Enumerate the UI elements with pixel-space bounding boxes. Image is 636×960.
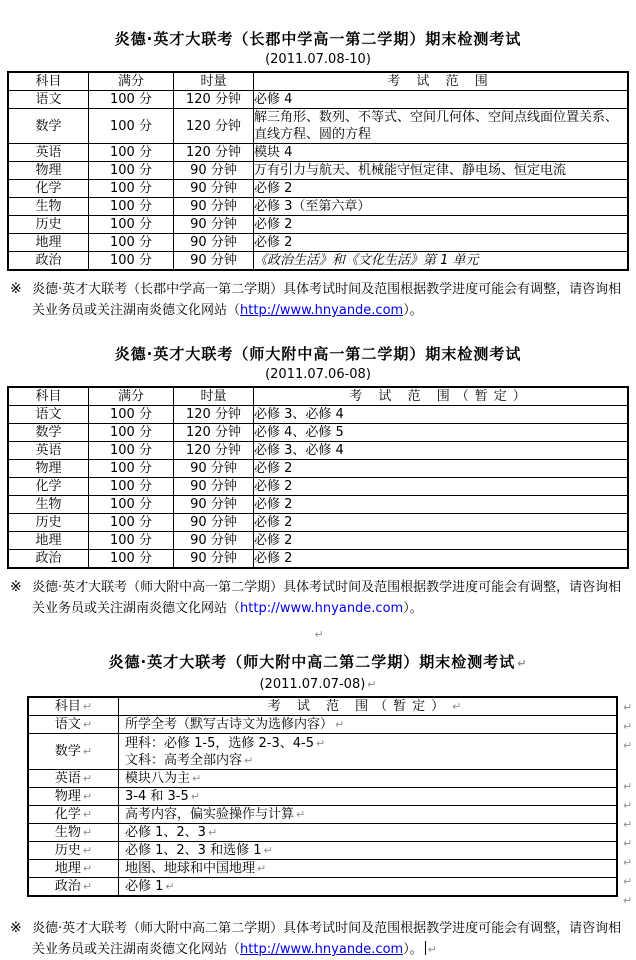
scope-text: 理科：必修 1-5，选修 2-3、4-5: [125, 735, 314, 751]
exam-table-shidafuzhong-grade2: [27, 696, 618, 897]
paragraph-mark-icon: ↵: [82, 844, 93, 857]
table-row: [28, 842, 617, 860]
subject-cell: [28, 860, 119, 878]
reference-mark-icon: ※: [10, 579, 22, 595]
footnote-text: [32, 279, 626, 321]
section3-date: [0, 677, 636, 693]
table-row: [8, 460, 628, 478]
subject-cell: 地理: [8, 234, 89, 252]
subject-text: 历史: [54, 843, 81, 858]
subject-text: 数学: [54, 744, 81, 759]
paragraph-mark-icon: ↵: [244, 753, 254, 767]
paragraph-mark-icon: ↵: [82, 826, 93, 839]
subject-cell: 数学: [8, 109, 89, 144]
subject-cell: 英语: [8, 442, 89, 460]
score-cell: 100 分: [89, 496, 174, 514]
header-subject: 科目: [8, 72, 89, 91]
duration-cell: 90 分钟: [174, 496, 254, 514]
score-cell: 100 分: [89, 460, 174, 478]
scope-text: 文科：高考全部内容: [125, 752, 243, 768]
paragraph-mark-icon: ↵: [207, 826, 218, 839]
scope-cell: 万有引力与航天、机械能守恒定律、静电场、恒定电流: [254, 162, 629, 180]
subject-text: 政治: [54, 879, 81, 894]
table-header-row: [8, 72, 628, 91]
header-scope: [119, 697, 618, 716]
paragraph-mark-icon: ↵: [82, 862, 93, 875]
paragraph-mark-icon: ↵: [623, 701, 633, 714]
table-header-row: [28, 697, 617, 716]
scope-cell: 《政治生活》和《文化生活》第 1 单元: [254, 252, 629, 271]
scope-line: [125, 735, 612, 752]
scope-text: 模块八为主: [125, 771, 191, 786]
table-row: [8, 406, 628, 424]
subject-cell: [28, 716, 119, 734]
score-cell: 100 分: [89, 424, 174, 442]
scope-cell: 必修 4: [254, 91, 629, 109]
score-cell: 100 分: [89, 162, 174, 180]
header-score: 满分: [89, 387, 174, 406]
paragraph-mark-icon: ↵: [82, 745, 93, 758]
table-row: [8, 216, 628, 234]
paragraph-mark-icon: ↵: [623, 720, 633, 733]
footnote-text: [32, 918, 626, 960]
paragraph-mark-icon: ↵: [623, 780, 633, 793]
table-row: [8, 532, 628, 550]
header-subject: 科目: [8, 387, 89, 406]
duration-cell: 90 分钟: [174, 550, 254, 569]
scope-cell: 必修 3、必修 4: [254, 442, 629, 460]
subject-cell: 政治: [8, 252, 89, 271]
table-row: [28, 770, 617, 788]
table-row: [8, 496, 628, 514]
scope-cell: [119, 734, 618, 770]
header-subject: [28, 697, 119, 716]
subject-cell: 语文: [8, 406, 89, 424]
table-row: [28, 824, 617, 842]
subject-cell: [28, 788, 119, 806]
footnote-text: [32, 577, 626, 619]
paragraph-mark-icon: ↵: [82, 880, 93, 893]
section1-title: 炎德·英才大联考（长郡中学高一第二学期）期末检测考试: [114, 30, 522, 48]
paragraph-mark-icon: ↵: [623, 739, 633, 752]
table-row: [8, 144, 628, 162]
paragraph-mark-icon: ↵: [82, 718, 93, 731]
subject-text: 英语: [54, 771, 81, 786]
paragraph-mark-icon: ↵: [623, 818, 633, 831]
paragraph-mark-icon: ↵: [517, 657, 528, 670]
table-row: [8, 424, 628, 442]
exam-table-changjun-grade1: [7, 71, 629, 271]
table-row: [8, 550, 628, 569]
duration-cell: 90 分钟: [174, 460, 254, 478]
subject-cell: [28, 878, 119, 897]
paragraph-mark-icon: ↵: [623, 837, 633, 850]
subject-cell: [28, 806, 119, 824]
subject-cell: [28, 842, 119, 860]
score-cell: 100 分: [89, 198, 174, 216]
table-row: [8, 109, 628, 144]
footnote-text-before-link: 炎德·英才大联考（师大附中高一第二学期）具体考试时间及范围根据教学进度可能会有调整，请咨询相关业务员或关注湖南炎德文化网站（: [32, 580, 622, 616]
paragraph-mark-icon: ↵: [192, 772, 202, 785]
paragraph-mark-icon: ↵: [82, 808, 93, 821]
duration-cell: 120 分钟: [174, 109, 254, 144]
section2-title: 炎德·英才大联考（师大附中高一第二学期）期末检测考试: [114, 345, 522, 363]
subject-cell: 历史: [8, 216, 89, 234]
table-row: [28, 860, 617, 878]
scope-text: 必修 1: [125, 879, 164, 894]
table-row: [28, 734, 617, 770]
scope-text: 高考内容，偏实验操作与计算: [125, 807, 295, 822]
scope-line: [125, 752, 612, 769]
table-row: [8, 442, 628, 460]
subject-cell: 生物: [8, 198, 89, 216]
duration-cell: 120 分钟: [174, 406, 254, 424]
duration-cell: 90 分钟: [174, 234, 254, 252]
score-cell: 100 分: [89, 514, 174, 532]
subject-cell: 物理: [8, 162, 89, 180]
scope-cell: 必修 2: [254, 216, 629, 234]
paragraph-mark-icon: ↵: [296, 808, 306, 821]
scope-cell: [119, 824, 618, 842]
header-subject-text: 科目: [54, 699, 81, 714]
scope-text: 地图、地球和中国地理: [125, 861, 256, 876]
duration-cell: 120 分钟: [174, 91, 254, 109]
reference-mark-icon: ※: [10, 920, 22, 936]
section2-date: (2011.07.06-08): [265, 367, 371, 382]
website-link[interactable]: http://www.hnyande.com: [240, 601, 404, 616]
paragraph-mark-icon: ↵: [315, 736, 326, 750]
website-link[interactable]: http://www.hnyande.com: [240, 942, 404, 957]
score-cell: 100 分: [89, 109, 174, 144]
footnote-section1: [10, 279, 626, 321]
subject-cell: 地理: [8, 532, 89, 550]
scope-cell: 必修 2: [254, 234, 629, 252]
paragraph-mark-icon: ↵: [623, 799, 633, 812]
header-scope-text: 考 试 范 围（暂定）: [267, 699, 451, 714]
scope-cell: 必修 2: [254, 496, 629, 514]
scope-cell: [119, 716, 618, 734]
paragraph-mark-icon: ↵: [257, 862, 267, 875]
duration-cell: 90 分钟: [174, 216, 254, 234]
duration-cell: 120 分钟: [174, 144, 254, 162]
score-cell: 100 分: [89, 442, 174, 460]
subject-cell: 化学: [8, 478, 89, 496]
subject-cell: [28, 824, 119, 842]
scope-cell: 必修 2: [254, 460, 629, 478]
header-scope: 考 试 范 围: [254, 72, 629, 91]
scope-text: 3-4 和 3-5: [125, 789, 189, 804]
footnote-section2: [10, 577, 626, 619]
section3-title-text: 炎德·英才大联考（师大附中高二第二学期）期末检测考试: [108, 653, 516, 671]
paragraph-mark-icon: ↵: [623, 856, 633, 869]
footnote-text-after-link: ）。: [403, 942, 423, 957]
section3-date-text: (2011.07.07-08): [259, 677, 366, 692]
row-end-marks-column: [621, 696, 633, 910]
scope-cell: [119, 770, 618, 788]
duration-cell: 90 分钟: [174, 252, 254, 271]
paragraph-mark-icon: ↵: [314, 628, 324, 641]
footnote-text-after-link: ）。: [403, 601, 423, 616]
scope-cell: 必修 2: [254, 180, 629, 198]
empty-paragraph: [0, 627, 636, 643]
subject-cell: 政治: [8, 550, 89, 569]
scope-cell: 解三角形、数列、不等式、空间几何体、空间点线面位置关系、直线方程、圆的方程: [254, 109, 629, 144]
table-row: [8, 234, 628, 252]
paragraph-mark-icon: ↵: [165, 880, 175, 893]
duration-cell: 90 分钟: [174, 162, 254, 180]
paragraph-mark-icon: ↵: [335, 718, 345, 731]
subject-text: 生物: [54, 825, 81, 840]
subject-cell: 历史: [8, 514, 89, 532]
duration-cell: 90 分钟: [174, 514, 254, 532]
section1-date: (2011.07.08-10): [265, 52, 371, 67]
score-cell: 100 分: [89, 550, 174, 569]
subject-cell: [28, 734, 119, 770]
score-cell: 100 分: [89, 91, 174, 109]
scope-cell: 模块 4: [254, 144, 629, 162]
table-row: [8, 162, 628, 180]
paragraph-mark-icon: ↵: [367, 678, 377, 691]
paragraph-mark-icon: ↵: [427, 943, 437, 956]
subject-text: 地理: [54, 861, 81, 876]
table-row: [8, 514, 628, 532]
duration-cell: 120 分钟: [174, 424, 254, 442]
score-cell: 100 分: [89, 532, 174, 550]
header-duration: 时量: [174, 387, 254, 406]
scope-cell: 必修 2: [254, 478, 629, 496]
footnote-text-after-link: ）。: [403, 303, 423, 318]
score-cell: 100 分: [89, 216, 174, 234]
scope-cell: [119, 878, 618, 897]
score-cell: 100 分: [89, 406, 174, 424]
paragraph-mark-icon: ↵: [82, 772, 93, 785]
table-row: [8, 180, 628, 198]
header-scope: 考 试 范 围（暂定）: [254, 387, 629, 406]
subject-text: 物理: [54, 789, 81, 804]
scope-text: 必修 1、2、3 和选修 1: [125, 843, 262, 858]
paragraph-mark-icon: ↵: [82, 700, 93, 713]
scope-cell: [119, 860, 618, 878]
reference-mark-icon: ※: [10, 281, 22, 297]
score-cell: 100 分: [89, 180, 174, 198]
subject-cell: 化学: [8, 180, 89, 198]
table-row: [28, 806, 617, 824]
duration-cell: 90 分钟: [174, 478, 254, 496]
scope-text: 所学全考（默写古诗文为选修内容）: [125, 717, 334, 732]
duration-cell: 90 分钟: [174, 532, 254, 550]
paragraph-mark-icon: ↵: [623, 894, 633, 907]
subject-text: 语文: [54, 717, 81, 732]
table-row: [8, 252, 628, 271]
paragraph-mark-icon: ↵: [452, 700, 468, 713]
scope-cell: [119, 842, 618, 860]
footnote-text-before-link: 炎德·英才大联考（长郡中学高一第二学期）具体考试时间及范围根据教学进度可能会有调整，请咨询相关业务员或关注湖南炎德文化网站（: [32, 282, 622, 318]
score-cell: 100 分: [89, 144, 174, 162]
scope-cell: 必修 2: [254, 550, 629, 569]
paragraph-mark-icon: ↵: [82, 790, 93, 803]
paragraph-mark-icon: ↵: [623, 875, 633, 888]
table3-container: [27, 696, 636, 910]
duration-cell: 90 分钟: [174, 180, 254, 198]
section3-title: [0, 653, 636, 673]
score-cell: 100 分: [89, 252, 174, 271]
header-duration: 时量: [174, 72, 254, 91]
table-row: [28, 788, 617, 806]
duration-cell: 90 分钟: [174, 198, 254, 216]
score-cell: 100 分: [89, 478, 174, 496]
footnote-text-before-link: 炎德·英才大联考（师大附中高二第二学期）具体考试时间及范围根据教学进度可能会有调整，请咨询相关业务员或关注湖南炎德文化网站（: [32, 921, 622, 957]
scope-cell: 必修 2: [254, 532, 629, 550]
table-row: [8, 478, 628, 496]
scope-cell: 必修 4、必修 5: [254, 424, 629, 442]
paragraph-mark-icon: ↵: [263, 844, 273, 857]
footnote-section3: [10, 918, 626, 960]
subject-cell: 英语: [8, 144, 89, 162]
scope-cell: 必修 3、必修 4: [254, 406, 629, 424]
subject-text: 化学: [54, 807, 81, 822]
header-score: 满分: [89, 72, 174, 91]
duration-cell: 120 分钟: [174, 442, 254, 460]
scope-cell: 必修 3（至第六章）: [254, 198, 629, 216]
subject-cell: [28, 770, 119, 788]
subject-cell: 语文: [8, 91, 89, 109]
scope-cell: [119, 806, 618, 824]
exam-table-shidafuzhong-grade1: [7, 386, 629, 569]
scope-text: 必修 1、2、3: [125, 825, 206, 840]
table-row: [8, 91, 628, 109]
scope-cell: [119, 788, 618, 806]
paragraph-mark-icon: ↵: [190, 790, 200, 803]
subject-cell: 生物: [8, 496, 89, 514]
subject-cell: 物理: [8, 460, 89, 478]
table-row: [28, 716, 617, 734]
subject-cell: 数学: [8, 424, 89, 442]
table-header-row: [8, 387, 628, 406]
table-row: [8, 198, 628, 216]
scope-cell: 必修 2: [254, 514, 629, 532]
table-row: [28, 878, 617, 897]
score-cell: 100 分: [89, 234, 174, 252]
website-link[interactable]: http://www.hnyande.com: [240, 303, 404, 318]
